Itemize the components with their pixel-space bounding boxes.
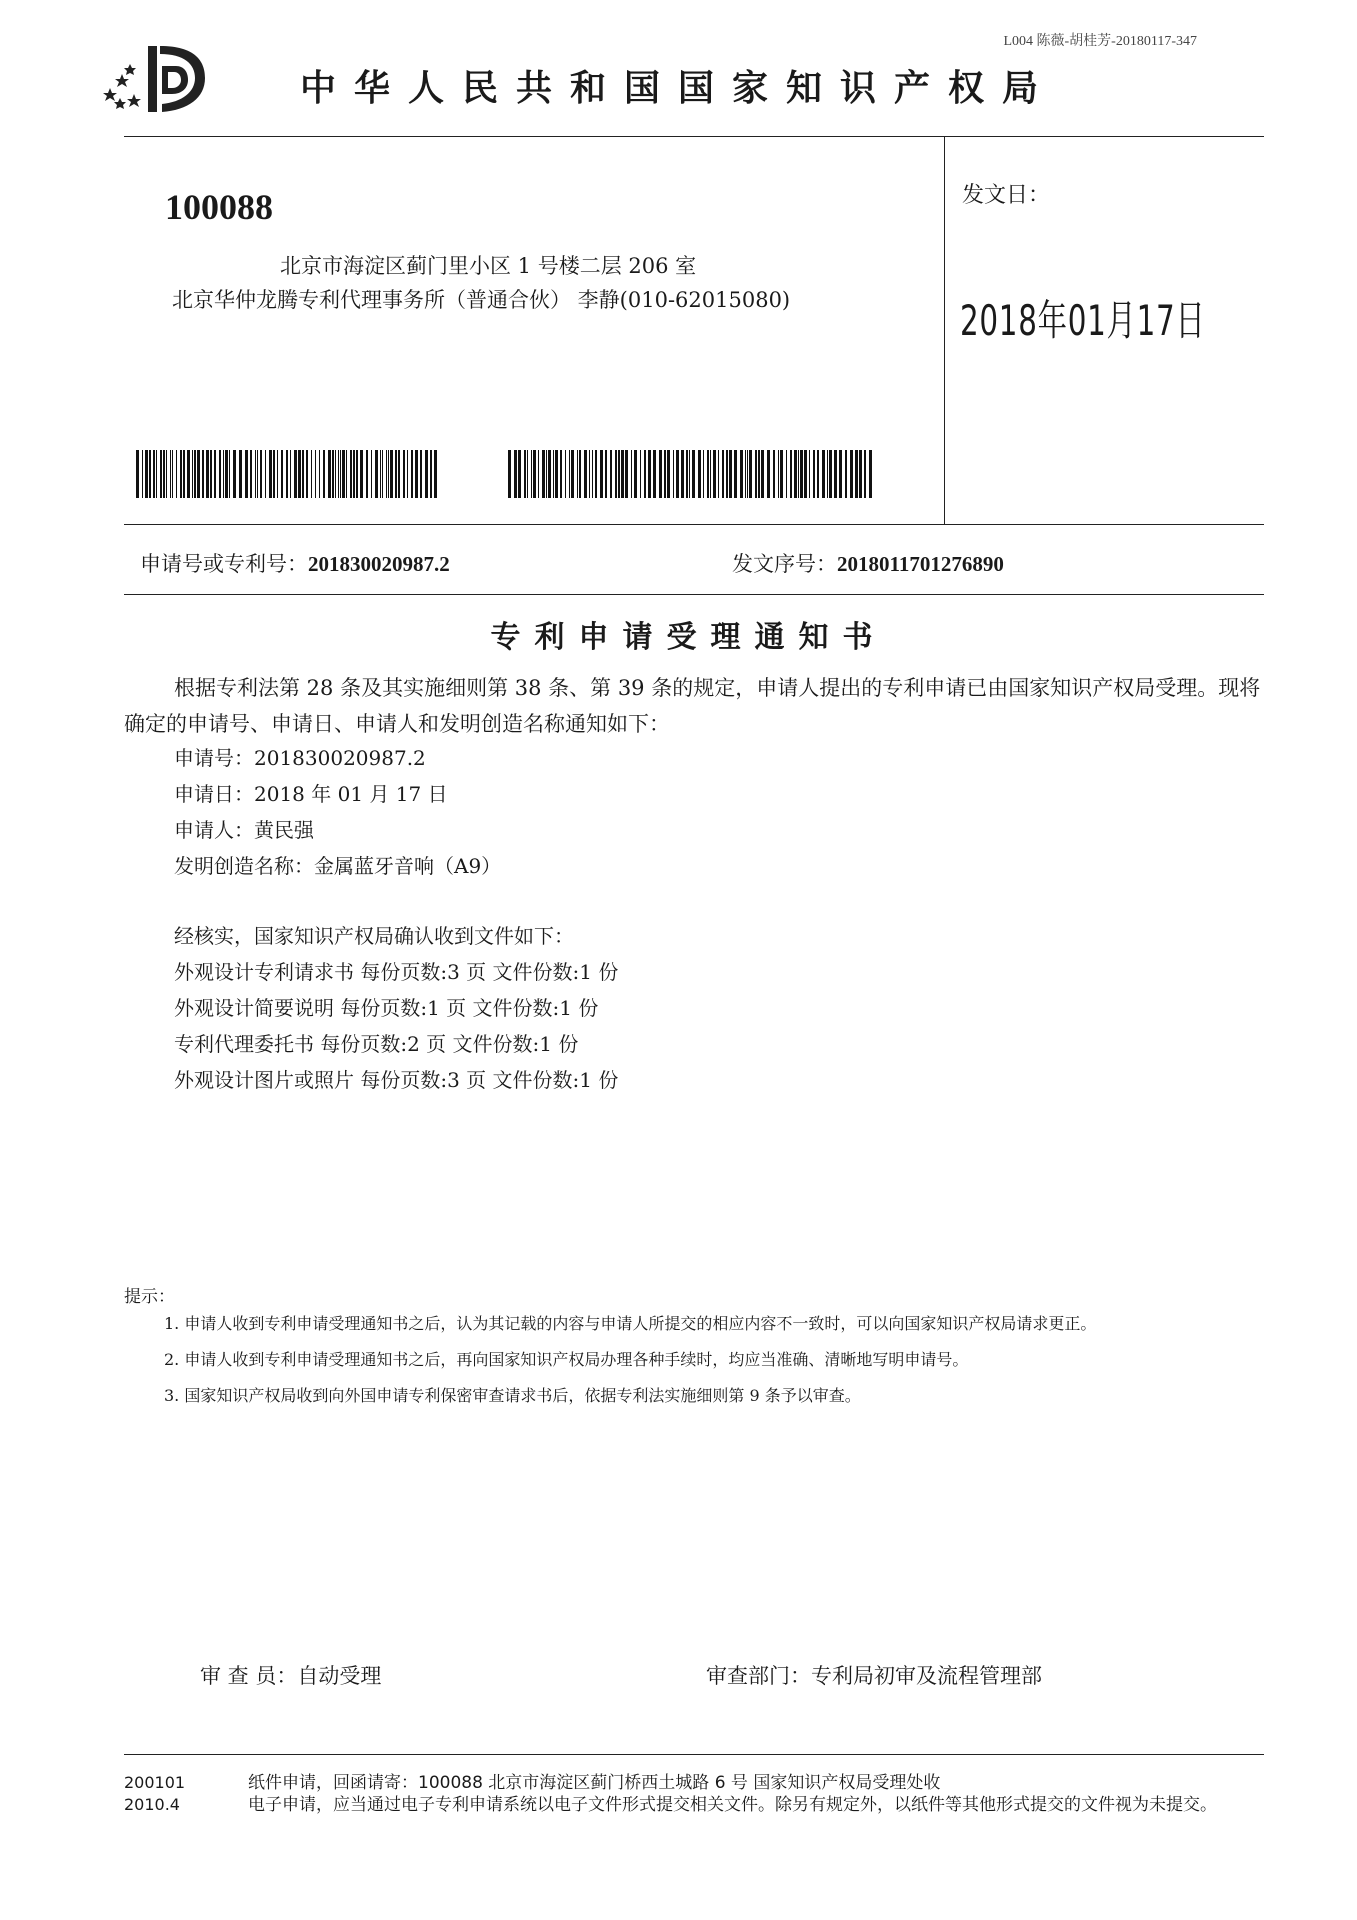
barcode-bar bbox=[233, 450, 236, 498]
barcode-bar bbox=[790, 450, 792, 498]
barcode-bar bbox=[420, 450, 422, 498]
barcode-bar bbox=[398, 450, 400, 498]
electronic-submission-note: 电子申请，应当通过电子专利申请系统以电子文件形式提交相关文件。除另有规定外，以纸件等其他形式提交的文件视为未提交。 bbox=[248, 1795, 1217, 1815]
barcode-bar bbox=[707, 450, 709, 498]
examiner: 审 查 员：自动受理 bbox=[200, 1664, 382, 1688]
barcode-bar bbox=[648, 450, 651, 498]
postcode: 100088 bbox=[165, 187, 273, 227]
barcode-bar bbox=[206, 450, 209, 498]
barcode-bar bbox=[142, 450, 143, 498]
barcode-bar bbox=[434, 450, 437, 498]
barcode-bar bbox=[713, 450, 716, 498]
barcode-bar bbox=[323, 450, 325, 498]
barcode-bar bbox=[605, 450, 607, 498]
barcode-bar bbox=[430, 450, 432, 498]
barcode-right bbox=[508, 450, 876, 498]
barcode-bar bbox=[277, 450, 278, 498]
barcode-bar bbox=[786, 450, 787, 498]
barcode-bar bbox=[809, 450, 810, 498]
barcode-bar bbox=[197, 450, 200, 498]
barcode-bar bbox=[859, 450, 862, 498]
barcode-bar bbox=[342, 450, 345, 498]
examining-department: 审查部门：专利局初审及流程管理部 bbox=[706, 1664, 1042, 1688]
barcode-bar bbox=[850, 450, 853, 498]
barcode-bar bbox=[514, 450, 517, 498]
barcode-bar bbox=[239, 450, 242, 498]
barcode-bar bbox=[395, 450, 397, 498]
barcode-bar bbox=[618, 450, 620, 498]
barcode-bar bbox=[315, 450, 316, 498]
application-number-label: 申请号或专利号： bbox=[140, 552, 308, 576]
barcode-bar bbox=[340, 450, 341, 498]
barcode-bar bbox=[653, 450, 656, 498]
barcode-bar bbox=[869, 450, 872, 498]
form-number: 200101 bbox=[124, 1773, 186, 1792]
issue-date-label: 发文日： bbox=[962, 183, 1051, 208]
barcode-bar bbox=[225, 450, 228, 498]
barcode-bar bbox=[864, 450, 866, 498]
barcode-bar bbox=[136, 450, 139, 498]
barcode-bar bbox=[634, 450, 637, 498]
hints-list bbox=[124, 1310, 1264, 1418]
barcode-bar bbox=[689, 450, 690, 498]
barcode-bar bbox=[356, 450, 358, 498]
barcode-bar bbox=[371, 450, 372, 498]
barcode-bar bbox=[767, 450, 770, 498]
info-application-number: 申请号：201830020987.2 bbox=[174, 746, 426, 770]
footer-divider bbox=[124, 1754, 1264, 1755]
barcode-bar bbox=[382, 450, 383, 498]
barcode-bar bbox=[219, 450, 221, 498]
barcode-bar bbox=[747, 450, 748, 498]
application-number-line bbox=[140, 548, 450, 578]
barcode-bar bbox=[778, 450, 779, 498]
barcode-bar bbox=[214, 450, 216, 498]
barcode-bar bbox=[527, 450, 528, 498]
info-applicant: 申请人：黄民强 bbox=[174, 818, 314, 842]
barcode-bar bbox=[290, 450, 291, 498]
barcode-bar bbox=[703, 450, 704, 498]
barcode-bar bbox=[571, 450, 574, 498]
barcode-bar bbox=[625, 450, 628, 498]
barcode-bar bbox=[538, 450, 539, 498]
barcode-bar bbox=[800, 450, 803, 498]
received-item: 专利代理委托书 每份页数:2 页 文件份数:1 份 bbox=[174, 1032, 579, 1056]
form-version: 2010.4 bbox=[124, 1795, 180, 1814]
barcode-bar bbox=[610, 450, 612, 498]
hints-label: 提示： bbox=[124, 1287, 175, 1307]
barcode-bar bbox=[390, 450, 393, 498]
barcode-bar bbox=[166, 450, 167, 498]
barcode-bar bbox=[546, 450, 547, 498]
barcode-bar bbox=[855, 450, 858, 498]
cnipa-logo-icon bbox=[100, 36, 210, 116]
barcode-bar bbox=[346, 450, 347, 498]
barcode-bar bbox=[194, 450, 196, 498]
serial-number-line bbox=[732, 548, 1004, 578]
serial-number: 2018011701276890 bbox=[837, 552, 1004, 576]
barcode-bar bbox=[518, 450, 521, 498]
barcode-bar bbox=[223, 450, 224, 498]
barcode-bar bbox=[255, 450, 256, 498]
hint-item: 2. 申请人收到专利申请受理通知书之后，再向国家知识产权局办理各种手续时，均应当准确、清晰地写明申请号。 bbox=[164, 1350, 969, 1369]
barcode-bar bbox=[798, 450, 799, 498]
info-application-date: 申请日：2018 年 01 月 17 日 bbox=[174, 782, 448, 806]
barcode-bar bbox=[773, 450, 775, 498]
barcode-bar bbox=[192, 450, 193, 498]
serial-number-label: 发文序号： bbox=[732, 552, 837, 576]
header-divider bbox=[124, 136, 1264, 137]
barcode-bar bbox=[388, 450, 389, 498]
barcode-bar bbox=[425, 450, 428, 498]
barcode-bar bbox=[298, 450, 301, 498]
received-item: 外观设计简要说明 每份页数:1 页 文件份数:1 份 bbox=[174, 996, 599, 1020]
barcode-bar bbox=[584, 450, 587, 498]
paper-submission-note: 纸件申请，回函请寄：100088 北京市海淀区蓟门桥西土城路 6 号 国家知识产权局受理处收 bbox=[248, 1773, 941, 1793]
barcode-bar bbox=[813, 450, 815, 498]
barcode-bar bbox=[589, 450, 590, 498]
barcode-bar bbox=[698, 450, 701, 498]
barcode-bar bbox=[411, 450, 413, 498]
barcode-bar bbox=[183, 450, 185, 498]
barcode-bar bbox=[822, 450, 825, 498]
barcode-bar bbox=[726, 450, 728, 498]
recipient-address: 北京市海淀区蓟门里小区 1 号楼二层 206 室 bbox=[280, 254, 697, 278]
barcode-bar bbox=[265, 450, 266, 498]
barcode-left bbox=[136, 450, 440, 498]
barcode-bar bbox=[386, 450, 387, 498]
barcode-bar bbox=[269, 450, 272, 498]
barcode-bar bbox=[294, 450, 297, 498]
barcode-bar bbox=[332, 450, 334, 498]
barcode-bar bbox=[163, 450, 165, 498]
barcode-bar bbox=[745, 450, 746, 498]
barcode-bar bbox=[595, 450, 597, 498]
barcode-bar bbox=[755, 450, 757, 498]
barcode-bar bbox=[145, 450, 148, 498]
barcode-bar bbox=[667, 450, 670, 498]
barcode-bar bbox=[681, 450, 684, 498]
info-invention-name: 发明创造名称：金属蓝牙音响（A9） bbox=[174, 854, 502, 878]
date-column-divider bbox=[944, 136, 945, 524]
notice-title: 专利申请受理通知书 bbox=[490, 620, 887, 655]
barcode-bar bbox=[827, 450, 828, 498]
barcode-bar bbox=[187, 450, 190, 498]
barcode-bar bbox=[302, 450, 304, 498]
barcode-bar bbox=[156, 450, 157, 498]
barcode-bar bbox=[718, 450, 719, 498]
barcode-bar bbox=[692, 450, 695, 498]
recipient-agency: 北京华仲龙腾专利代理事务所（普通合伙） 李静(010-62015080) bbox=[172, 288, 791, 312]
barcode-bar bbox=[533, 450, 536, 498]
barcode-bar bbox=[839, 450, 842, 498]
barcode-bar bbox=[328, 450, 331, 498]
barcode-bar bbox=[306, 450, 308, 498]
barcode-bar bbox=[335, 450, 336, 498]
barcode-bar bbox=[176, 450, 177, 498]
barcode-bar bbox=[600, 450, 603, 498]
hint-item: 3. 国家知识产权局收到向外国申请专利保密审查请求书后，依据专利法实施细则第 9 条予以审查。 bbox=[164, 1386, 861, 1405]
barcode-bar bbox=[631, 450, 632, 498]
received-intro: 经核实，国家知识产权局确认收到文件如下： bbox=[174, 924, 574, 948]
barcode-bar bbox=[829, 450, 832, 498]
barcode-bar bbox=[257, 450, 258, 498]
barcode-bar bbox=[531, 450, 532, 498]
barcode-bar bbox=[817, 450, 819, 498]
barcode-bar bbox=[260, 450, 262, 498]
barcode-bar bbox=[281, 450, 283, 498]
barcode-bar bbox=[210, 450, 212, 498]
barcode-bar bbox=[734, 450, 737, 498]
barcode-bar bbox=[749, 450, 752, 498]
received-documents bbox=[174, 918, 618, 1098]
barcode-bar bbox=[353, 450, 355, 498]
barcode-bar bbox=[686, 450, 688, 498]
barcode-bar bbox=[555, 450, 558, 498]
barcode-bar bbox=[286, 450, 288, 498]
barcode-bar bbox=[508, 450, 511, 498]
barcode-bar bbox=[250, 450, 252, 498]
barcode-bar bbox=[615, 450, 617, 498]
barcode-bar bbox=[673, 450, 674, 498]
numbers-top-divider bbox=[124, 524, 1264, 525]
barcode-bar bbox=[524, 450, 526, 498]
barcode-bar bbox=[229, 450, 230, 498]
barcode-bar bbox=[202, 450, 204, 498]
barcode-bar bbox=[273, 450, 275, 498]
barcode-bar bbox=[592, 450, 593, 498]
barcode-bar bbox=[740, 450, 743, 498]
barcode-bar bbox=[845, 450, 847, 498]
barcode-bar bbox=[710, 450, 711, 498]
barcode-bar bbox=[560, 450, 562, 498]
barcode-bar bbox=[722, 450, 724, 498]
barcode-bar bbox=[579, 450, 581, 498]
barcode-bar bbox=[548, 450, 551, 498]
barcode-bar bbox=[659, 450, 662, 498]
barcode-bar bbox=[319, 450, 320, 498]
hint-item: 1. 申请人收到专利申请受理通知书之后，认为其记载的内容与申请人所提交的相应内容不一致时，可以向国家知识产权局请求更正。 bbox=[164, 1314, 1097, 1333]
barcode-bar bbox=[350, 450, 352, 498]
barcode-bar bbox=[565, 450, 566, 498]
barcode-bar bbox=[407, 450, 408, 498]
barcode-bar bbox=[366, 450, 368, 498]
barcode-bar bbox=[758, 450, 760, 498]
issue-date: 2018年01月17日 bbox=[960, 296, 1206, 345]
form-code bbox=[124, 1772, 185, 1816]
reference-code: L004 陈薇-胡桂芳-20180117-347 bbox=[1003, 34, 1197, 49]
barcode-bar bbox=[380, 450, 381, 498]
application-info bbox=[174, 740, 501, 884]
notice-intro: 根据专利法第 28 条及其实施细则第 38 条、第 39 条的规定，申请人提出的专利申请已由国家知识产权局受理。现将确定的申请号、申请日、申请人和发明创造名称通知如下： bbox=[124, 676, 1261, 736]
title-top-divider bbox=[124, 594, 1264, 595]
barcode-bar bbox=[403, 450, 405, 498]
barcode-bar bbox=[664, 450, 666, 498]
barcode-bar bbox=[170, 450, 171, 498]
barcode-bar bbox=[569, 450, 570, 498]
barcode-bar bbox=[761, 450, 764, 498]
received-item: 外观设计专利请求书 每份页数:3 页 文件份数:1 份 bbox=[174, 960, 619, 984]
barcode-bar bbox=[160, 450, 162, 498]
barcode-bar bbox=[180, 450, 182, 498]
barcode-bar bbox=[311, 450, 312, 498]
barcode-bar bbox=[729, 450, 732, 498]
barcode-bar bbox=[415, 450, 418, 498]
barcode-bar bbox=[360, 450, 363, 498]
barcode-bar bbox=[676, 450, 679, 498]
barcode-bar bbox=[149, 450, 151, 498]
footer-instructions bbox=[248, 1772, 1268, 1816]
barcode-bar bbox=[834, 450, 837, 498]
barcode-bar bbox=[621, 450, 624, 498]
barcode-bar bbox=[644, 450, 646, 498]
barcode-bar bbox=[245, 450, 248, 498]
barcode-bar bbox=[542, 450, 545, 498]
barcode-bar bbox=[553, 450, 554, 498]
barcode-bar bbox=[780, 450, 783, 498]
barcode-bar bbox=[153, 450, 155, 498]
barcode-bar bbox=[640, 450, 641, 498]
application-number: 201830020987.2 bbox=[308, 552, 450, 576]
office-name: 中华人民共和国国家知识产权局 bbox=[300, 68, 1057, 109]
barcode-bar bbox=[338, 450, 339, 498]
barcode-bar bbox=[375, 450, 378, 498]
barcode-bar bbox=[794, 450, 797, 498]
barcode-bar bbox=[577, 450, 578, 498]
barcode-bar bbox=[804, 450, 807, 498]
barcode-bar bbox=[172, 450, 173, 498]
received-item: 外观设计图片或照片 每份页数:3 页 文件份数:1 份 bbox=[174, 1068, 619, 1092]
